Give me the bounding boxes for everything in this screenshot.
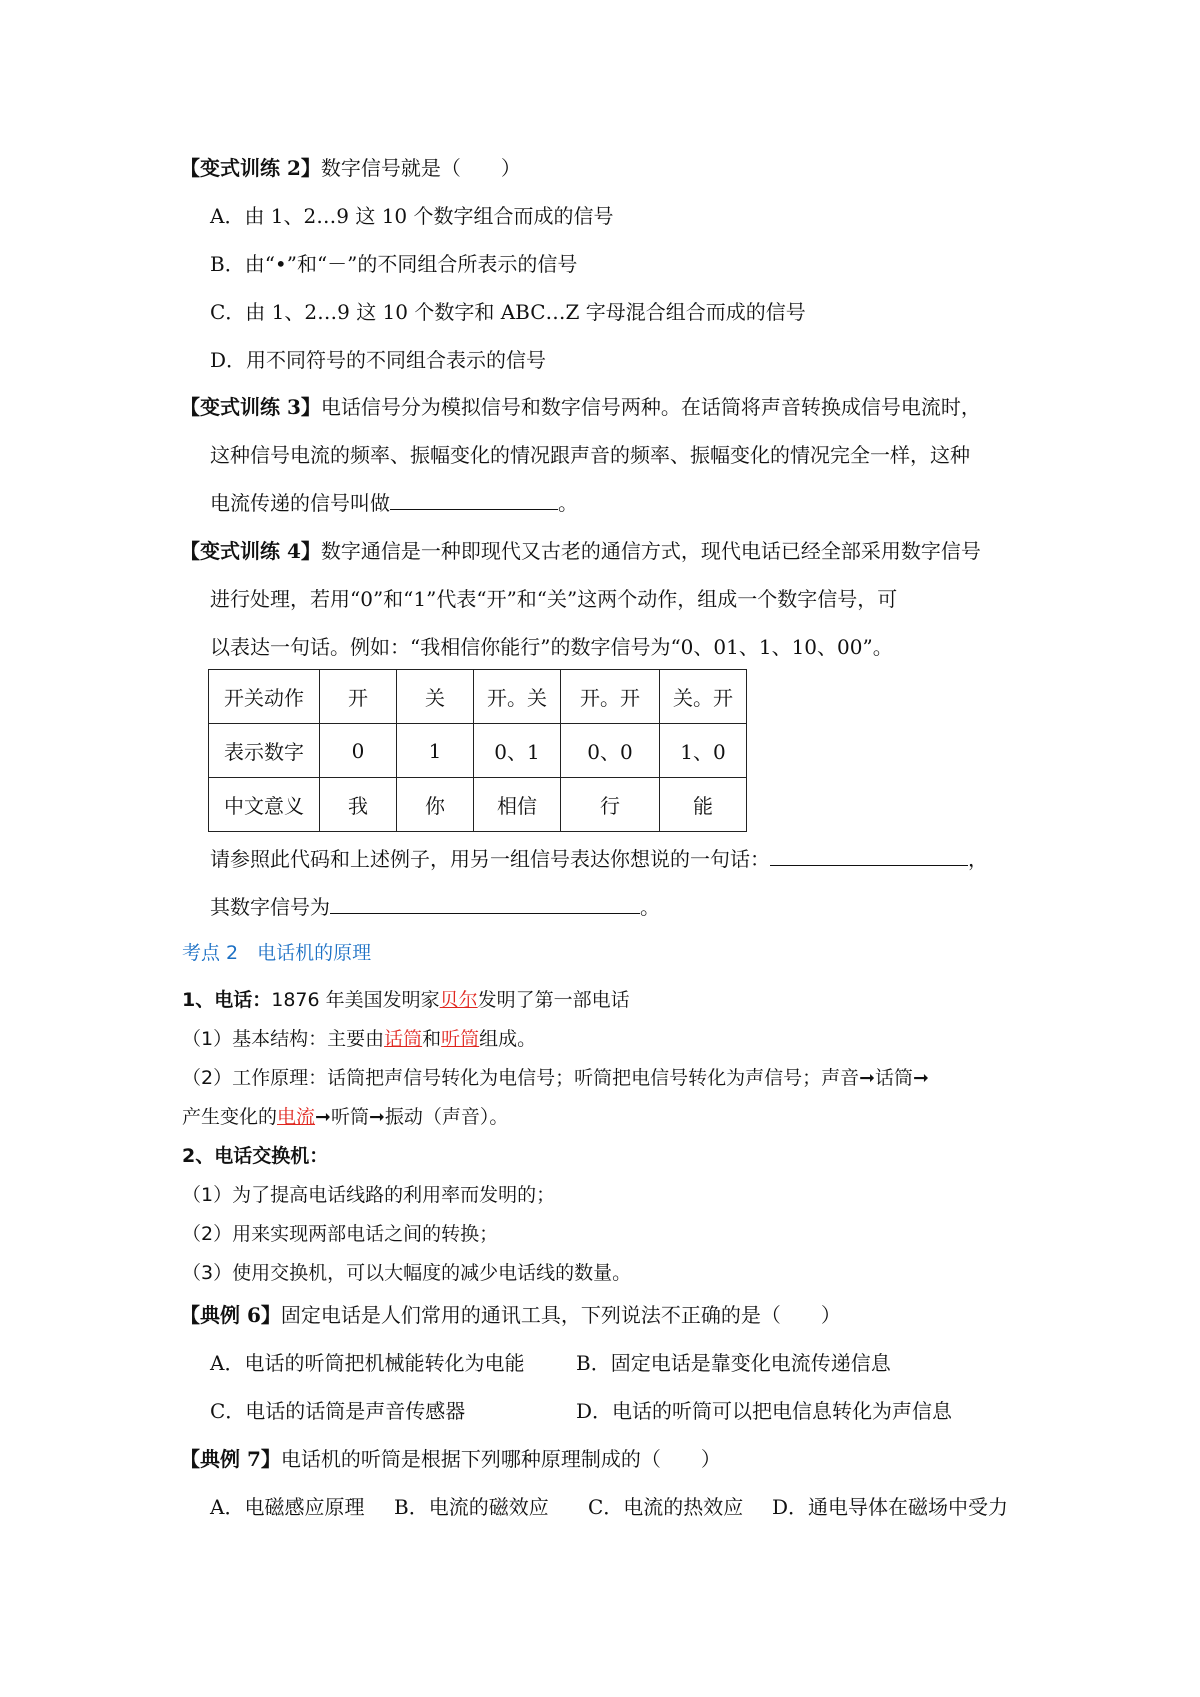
table-row — [209, 670, 747, 724]
exercise-4-signal-blank[interactable] — [330, 893, 640, 914]
note-1-principle-line-2 — [182, 1103, 508, 1131]
table-cell: 1、0 — [660, 724, 747, 778]
table-cell: 表示数字 — [209, 724, 320, 778]
note-text: 组成。 — [479, 1028, 537, 1050]
note-2-item: （3）使用交换机，可以大幅度的减少电话线的数量。 — [182, 1262, 632, 1284]
note-1-text-b: 发明了第一部电话 — [477, 989, 630, 1011]
example-6-tag: 【典例 6】 — [180, 1303, 281, 1327]
example-7-tag: 【典例 7】 — [180, 1447, 281, 1471]
exercise-4-sentence-blank[interactable] — [770, 845, 968, 866]
exercise-4-q2-text: 其数字信号为 — [210, 895, 330, 919]
exercise-3-text-1: 电话信号分为模拟信号和数字信号两种。在话筒将声音转换成信号电流时， — [320, 395, 981, 419]
exercise-4-line-3: 以表达一句话。例如：“我相信你能行”的数字信号为“0、01、1、10、00”。 — [210, 635, 893, 659]
exercise-4-tag: 【变式训练 4】 — [180, 539, 321, 563]
table-cell: 中文意义 — [209, 778, 320, 832]
example-6-option-b: B．固定电话是靠变化电流传递信息 — [576, 1351, 891, 1375]
note-highlight-current: 电流 — [277, 1106, 316, 1128]
note-1-text-a: 1876 年美国发明家 — [271, 989, 440, 1011]
exercise-2-option-d: D．用不同符号的不同组合表示的信号 — [210, 348, 547, 372]
exercise-4-q1-text: 请参照此代码和上述例子，用另一组信号表达你想说的一句话： — [210, 847, 770, 871]
note-text: （1）基本结构：主要由 — [182, 1028, 385, 1050]
note-1-principle-line-1: （2）工作原理：话筒把声信号转化为电信号；听筒把电信号转化为声信号；声音➞话筒➞ — [182, 1067, 929, 1089]
exercise-2-tag: 【变式训练 2】 — [180, 156, 321, 180]
note-1-highlight: 贝尔 — [439, 989, 478, 1011]
table-cell: 0、1 — [474, 724, 561, 778]
exercise-2-option-c: C．由 1、2…9 这 10 个数字和 ABC…Z 字母混合组合而成的信号 — [210, 300, 806, 324]
exercise-2-heading — [180, 154, 521, 182]
table-cell: 关。开 — [660, 670, 747, 724]
note-text: 产生变化的 — [182, 1106, 278, 1128]
exercise-4-question-1 — [210, 845, 988, 873]
exercise-3-answer-blank[interactable] — [390, 489, 558, 510]
example-7-option-d: D．通电导体在磁场中受力 — [772, 1495, 1009, 1519]
table-cell: 开 — [320, 670, 397, 724]
table-cell: 关 — [397, 670, 474, 724]
note-highlight-receiver: 听筒 — [441, 1028, 480, 1050]
example-6-option-a: A．电话的听筒把机械能转化为电能 — [210, 1351, 525, 1375]
exercise-3-line-3 — [210, 489, 578, 517]
example-7-stem: 电话机的听筒是根据下列哪种原理制成的（ ） — [280, 1447, 721, 1471]
exercise-3-line-2: 这种信号电流的频率、振幅变化的情况跟声音的频率、振幅变化的情况完全一样，这种 — [210, 443, 970, 467]
note-1-structure — [182, 1025, 536, 1053]
example-7-option-b: B．电流的磁效应 — [394, 1495, 549, 1519]
table-cell: 能 — [660, 778, 747, 832]
note-2-exchange: 2、电话交换机： — [182, 1145, 329, 1167]
note-text: 和 — [422, 1028, 442, 1050]
note-text: ➞听筒➞振动（声音）。 — [315, 1106, 509, 1128]
example-6-stem: 固定电话是人们常用的通讯工具，下列说法不正确的是（ ） — [280, 1303, 841, 1327]
exercise-4-q2-period: 。 — [640, 895, 660, 919]
signal-code-table — [208, 669, 747, 832]
table-cell: 开。开 — [561, 670, 660, 724]
note-2-item: （1）为了提高电话线路的利用率而发明的； — [182, 1184, 556, 1206]
example-6-option-c: C．电话的话筒是声音传感器 — [210, 1399, 466, 1423]
exercise-3-tag: 【变式训练 3】 — [180, 395, 321, 419]
example-6-heading — [180, 1301, 841, 1329]
table-cell: 相信 — [474, 778, 561, 832]
exercise-3-text-3: 电流传递的信号叫做 — [210, 491, 390, 515]
note-2-item: （2）用来实现两部电话之间的转换； — [182, 1223, 499, 1245]
exercise-2-stem: 数字信号就是（ ） — [320, 156, 521, 180]
note-highlight-mic: 话筒 — [384, 1028, 423, 1050]
exercise-3-period: 。 — [558, 491, 578, 515]
exercise-4-line-2: 进行处理，若用“0”和“1”代表“开”和“关”这两个动作，组成一个数字信号，可 — [210, 587, 898, 611]
table-row — [209, 778, 747, 832]
table-cell: 0、0 — [561, 724, 660, 778]
table-cell: 开关动作 — [209, 670, 320, 724]
exercise-2-option-a: A．由 1、2…9 这 10 个数字组合而成的信号 — [210, 204, 614, 228]
exercise-3-line-1 — [180, 393, 981, 421]
table-cell: 0 — [320, 724, 397, 778]
example-6-option-d: D．电话的听筒可以把电信息转化为声信息 — [576, 1399, 953, 1423]
exercise-4-text-1: 数字通信是一种即现代又古老的通信方式，现代电话已经全部采用数字信号 — [320, 539, 981, 563]
example-7-option-a: A．电磁感应原理 — [210, 1495, 365, 1519]
table-cell: 我 — [320, 778, 397, 832]
exercise-4-line-1 — [180, 537, 981, 565]
example-7-option-c: C．电流的热效应 — [588, 1495, 744, 1519]
exercise-4-question-2 — [210, 893, 660, 921]
note-1-telephone — [182, 986, 630, 1014]
note-1-label: 1、电话： — [182, 989, 272, 1011]
table-cell: 1 — [397, 724, 474, 778]
example-7-heading — [180, 1445, 721, 1473]
table-cell: 开。关 — [474, 670, 561, 724]
table-row — [209, 724, 747, 778]
exercise-4-q1-comma: ， — [968, 847, 988, 871]
section-heading: 考点 2 电话机的原理 — [182, 942, 372, 964]
table-cell: 行 — [561, 778, 660, 832]
exercise-2-option-b: B．由“•”和“－”的不同组合所表示的信号 — [210, 252, 578, 276]
table-cell: 你 — [397, 778, 474, 832]
